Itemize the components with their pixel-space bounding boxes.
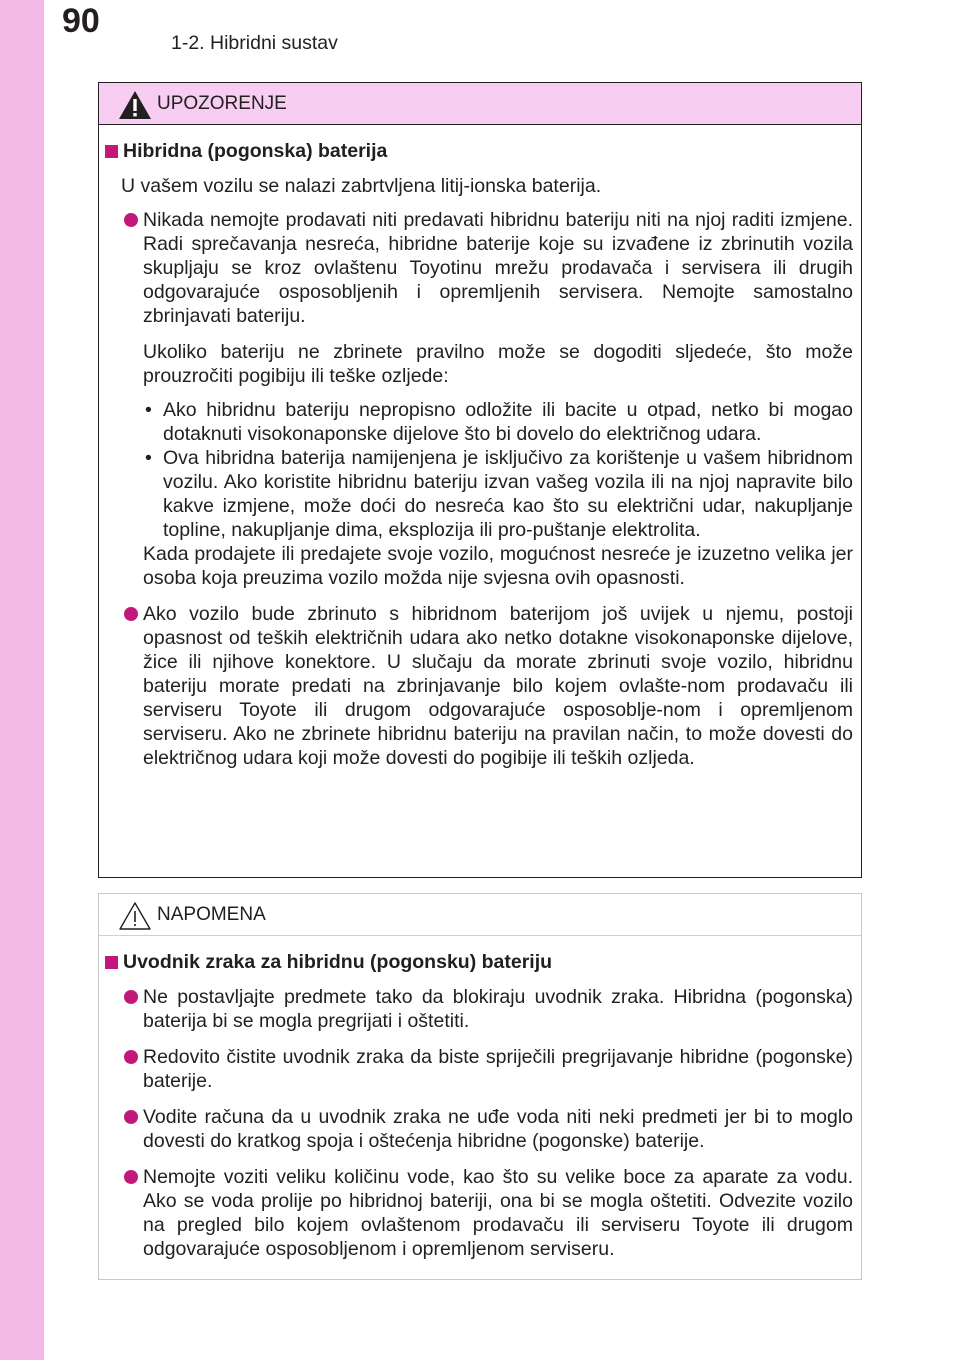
warning-consequence-list: [143, 398, 853, 542]
warning-bullet-2: [105, 602, 853, 770]
notice-bullet-text: Ne postavljajte predmete tako da blokiraju uvodnik zraka. Hibridna (pogonska) baterija bi se mogla pregrijati i oštetiti.: [143, 986, 853, 1032]
notice-bullet-text: Nemojte voziti veliku količinu vode, kao što su velike boce za aparate za vodu. Ako se voda prolije po hibridnoj bateriji, ona bi se mogla oštetiti. Odvezite vozilo na pregled bilo kojem ovlaštenom prodavaču ili serviseru Toyote ili drugom odgovarajuće osposobljenom i opremljenom serviseru.: [143, 1166, 853, 1260]
notice-bullet: [105, 1105, 853, 1153]
notice-heading: [105, 950, 853, 974]
notice-label: NAPOMENA: [157, 904, 266, 925]
warning-triangle-icon: [117, 89, 153, 121]
list-item: [143, 398, 853, 446]
list-item-text: Ako hibridnu bateriju nepropisno odložite ili bacite u otpad, netko bi mogao dotaknuti visokonaponske dijelove što bi dovelo do električnog udara.: [163, 399, 853, 445]
section-title: 1-2. Hibridni sustav: [171, 32, 338, 54]
notice-bullet: [105, 985, 853, 1033]
round-bullet-icon: [124, 1170, 138, 1184]
notice-header: [99, 894, 861, 936]
warning-label: UPOZORENJE: [157, 93, 287, 114]
warning-header: [99, 83, 861, 125]
list-bullet-icon: •: [145, 399, 152, 421]
warning-bullet-1-text: Nikada nemojte prodavati niti predavati hibridnu bateriju niti na njoj raditi izmjene. Radi sprečavanja nesreća, hibridne baterije koje su izvađene iz zbrinutih vozila skupljaju se kroz ovlaštenu Toyotinu mrežu prodavača i servisera ili drugih odgovarajuće osposobljenih i opremljenih servisera. Nemojte samostalno zbrinjavati bateriju.: [143, 209, 853, 327]
round-bullet-icon: [124, 1110, 138, 1124]
notice-heading-text: Uvodnik zraka za hibridnu (pogonsku) bateriju: [123, 951, 553, 973]
round-bullet-icon: [124, 990, 138, 1004]
warning-box: [98, 82, 862, 878]
list-item: [143, 446, 853, 542]
list-bullet-icon: •: [145, 447, 152, 469]
warning-intro: U vašem vozilu se nalazi zabrtvljena litij-ionska baterija.: [121, 175, 602, 197]
list-item-text: Ova hibridna baterija namijenjena je isključivo za korištenje u vašem hibridnom vozilu. Ako koristite hibridnu bateriju izvan vašeg vozila ili na njoj napravite bilo kakve izmjene, može doći do nesreća kao što su električni udar, nakupljanje topline, nakupljanje dima, eksplozija ili pro-puštanje elektrolita.: [163, 447, 853, 541]
round-bullet-icon: [124, 607, 138, 621]
notice-bullet-text: Redovito čistite uvodnik zraka da biste spriječili pregrijavanje hibridne (pogonske) baterije.: [143, 1046, 853, 1092]
notice-bullet: [105, 1165, 853, 1261]
warning-bullet-2-text: Ako vozilo bude zbrinuto s hibridnom baterijom još uvijek u njemu, postoji opasnost od teških električnih udara ako netko dotakne visokonaponske dijelove, žice ili njihove konektore. U slučaju da morate zbrinuti svoje vozilo, hibridnu bateriju morate predati na zbrinjavanje bilo kojem ovlašte-nom prodavaču ili serviseru Toyote ili drugom odgovarajuće osposoblje-nom i opremljenom serviseru. Ako ne zbrinete hibridnu bateriju na pravilan način, to može dovesti do električnog udara koji može dovesti do pogibije ili teških ozljeda.: [143, 603, 853, 769]
notice-bullet-text: Vodite računa da u uvodnik zraka ne uđe voda niti neki predmeti jer bi to moglo dovesti do kratkog spoja i oštećenja hibridne (pogonske) baterije.: [143, 1106, 853, 1152]
side-strip: [0, 0, 44, 1360]
notice-bullet: [105, 1045, 853, 1093]
notice-body: [99, 936, 861, 1261]
page-number: 90: [62, 2, 100, 40]
notice-triangle-icon: [117, 900, 153, 932]
warning-consequence-intro: Ukoliko bateriju ne zbrinete pravilno može se dogoditi sljedeće, što može prouzročiti pogibiju ili teške ozljede:: [143, 341, 853, 387]
warning-heading-text: Hibridna (pogonska) baterija: [123, 140, 388, 162]
square-bullet-icon: [105, 956, 118, 969]
notice-box: [98, 893, 862, 1280]
round-bullet-icon: [124, 1050, 138, 1064]
warning-heading: [105, 139, 853, 163]
warning-bullet-1: [105, 208, 853, 328]
warning-body: [99, 125, 861, 770]
square-bullet-icon: [105, 145, 118, 158]
warning-closing: Kada prodajete ili predajete svoje vozilo, mogućnost nesreće je izuzetno velika jer osoba koja preuzima vozilo možda nije svjesna ovih opasnosti.: [143, 543, 853, 589]
round-bullet-icon: [124, 213, 138, 227]
